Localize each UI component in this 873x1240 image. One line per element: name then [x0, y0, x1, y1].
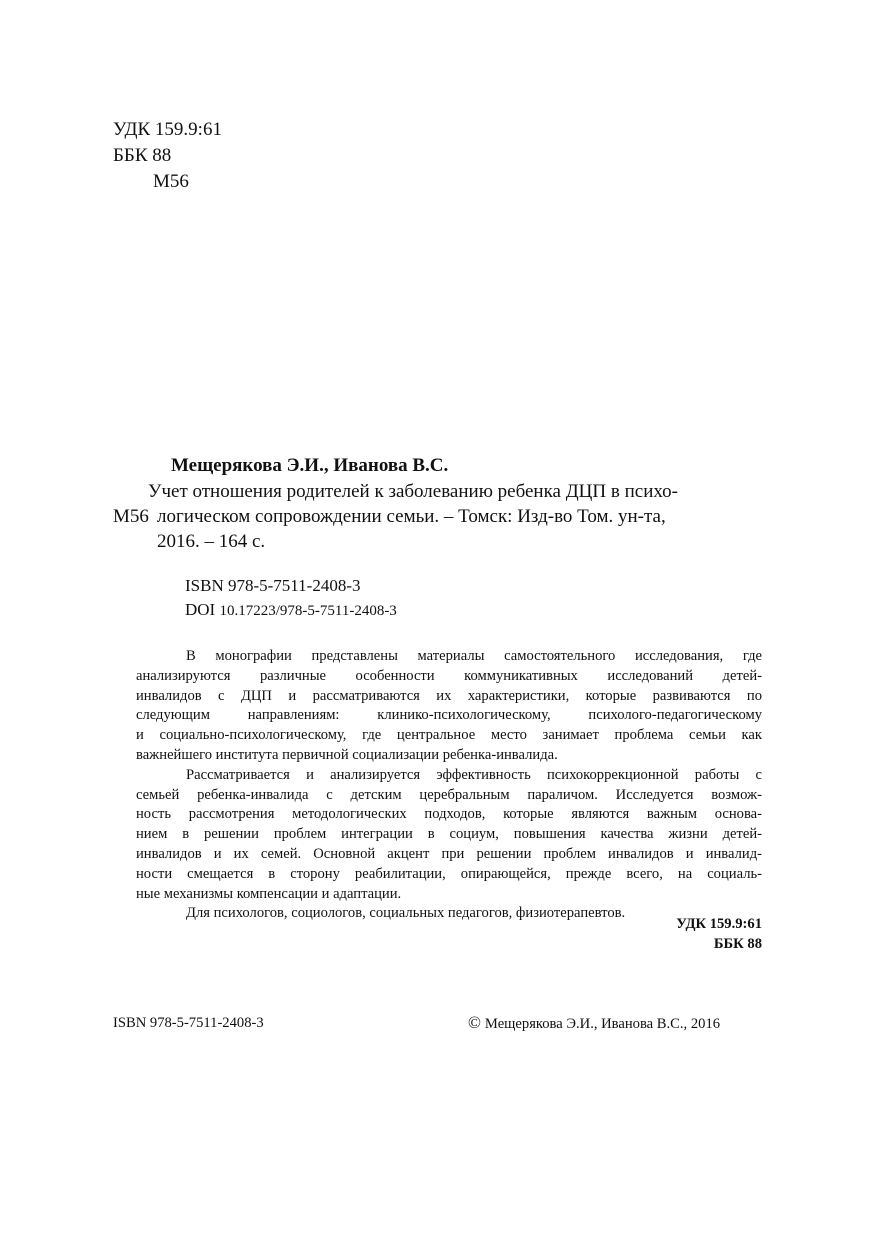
- abstract-p2-line: ность рассмотрения методологических подходов, которые являются важным основа-: [136, 806, 762, 823]
- doi-value: 10.17223/978-5-7511-2408-3: [219, 603, 397, 619]
- abstract-p1-line: В монографии представлены материалы самостоятельного исследования, где: [186, 648, 762, 664]
- abstract-p1-line: анализируются различные особенности коммуникативных исследований детей-: [136, 667, 762, 684]
- udk-bottom: УДК 159.9:61: [676, 916, 762, 932]
- udk-top: УДК 159.9:61: [113, 119, 222, 140]
- abstract-p2-line: нием в решении проблем интеграции в социум, повышения качества жизни детей-: [136, 826, 762, 843]
- doi-label: DOI: [185, 600, 216, 619]
- isbn: ISBN 978-5-7511-2408-3: [185, 576, 361, 595]
- copyright-icon: ©: [468, 1013, 481, 1032]
- bbk-top: ББК 88: [113, 145, 172, 166]
- author-mark-top: М56: [153, 171, 189, 192]
- record-line-1: Учет отношения родителей к заболеванию ребенка ДЦП в психо-: [148, 481, 678, 502]
- copyright: [468, 1013, 720, 1033]
- abstract-p2-line: инвалидов и их семей. Основной акцент при решении проблем инвалидов и инвалид-: [136, 845, 762, 862]
- abstract-p1-line: важнейшего института первичной социализации ребенка-инвалида.: [136, 746, 558, 763]
- abstract-audience: Для психологов, социологов, социальных педагогов, физиотерапевтов.: [186, 905, 626, 922]
- bbk-bottom: ББК 88: [713, 936, 762, 952]
- abstract-p2-line: Рассматривается и анализируется эффективность психокоррекционной работы с: [186, 766, 762, 783]
- abstract-p1-line: и социально-психологическому, где центральное место занимает проблема семьи как: [136, 727, 762, 744]
- record-author-mark: М56: [113, 506, 149, 527]
- copyright-text: Мещерякова Э.И., Иванова В.С., 2016: [484, 1016, 721, 1032]
- abstract-p1-line: инвалидов с ДЦП и рассматриваются их характеристики, которые развиваются по: [136, 687, 762, 704]
- footer-isbn: ISBN 978-5-7511-2408-3: [113, 1015, 264, 1031]
- authors: Мещерякова Э.И., Иванова В.С.: [171, 455, 449, 476]
- abstract: [136, 647, 762, 924]
- abstract-p2-line: ные механизмы компенсации и адаптации.: [136, 885, 402, 902]
- abstract-p2-line: ности смещается в сторону реабилитации, опирающейся, прежде всего, на социаль-: [136, 865, 762, 882]
- record-line-3: 2016. – 164 с.: [157, 531, 266, 552]
- record-line-2: логическом сопровождении семьи. – Томск: Изд-во Том. ун-та,: [157, 506, 666, 527]
- abstract-p1-line: следующим направлениям: клинико-психологическому, психолого-педагогическому: [136, 707, 762, 724]
- abstract-p2-line: семьей ребенка-инвалида с детским церебральным параличом. Исследуется возмож-: [136, 786, 762, 803]
- doi: [185, 600, 397, 620]
